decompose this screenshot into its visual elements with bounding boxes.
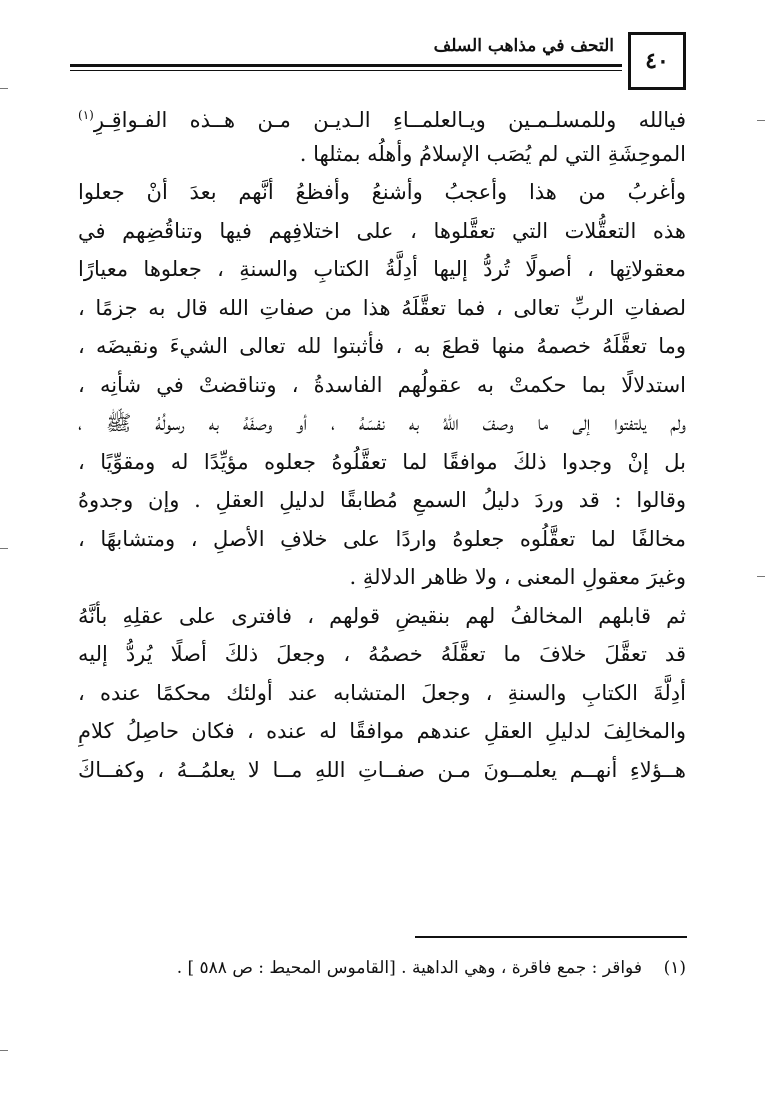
page-header — [70, 30, 688, 96]
text-line-16: أدِلَّةَ الكتابِ والسنةِ ، وجعلَ المتشابه عند أولئك محكمًا عنده ، — [78, 680, 686, 705]
footnote-marker: (١) — [663, 958, 686, 978]
margin-tick — [0, 1050, 8, 1051]
text-line-4: هذه التعقُّلات التي تعقَّلوها ، على اختلافِهم فيها وتناقُضِهم في — [78, 218, 686, 243]
text-line-8: استدلالًا بما حكمتْ به عقولُهم الفاسدةُ ، وتناقضتْ في شأنِه ، — [78, 372, 686, 397]
text-line-1-content: فيالله وللمسلـمـين ويـالعلمــاءِ الـديـن مـن هــذه الفـواقِـرِ — [93, 108, 686, 132]
header-rule-thick — [70, 64, 622, 67]
footnote-separator — [415, 936, 687, 938]
text-line-17: والمخالِفَ لدليلِ العقلِ عندهم موافقًا له عنده ، فكان حاصِلُ كلامِ — [78, 719, 686, 743]
margin-tick — [0, 88, 8, 89]
text-line-18: هــؤلاءِ أنهــم يعلمــونَ مـن صفــاتِ اللهِ مــا لا يعلمُــهُ ، وكفــاكَ — [78, 757, 686, 782]
text-line-6: لصفاتِ الربِّ تعالى ، فما تعقَّلَهُ هذا من صفاتِ الله قال به جزمًا ، — [78, 295, 686, 320]
text-line-7: وما تعقَّلَهُ خصمهُ منها قطعَ به ، فأثبتوا لله تعالى الشيءَ ونقيضَه ، — [78, 334, 686, 358]
text-line-12: مخالفًا لما تعقَّلُوه جعلوهُ واردًا على خلافِ الأصلِ ، ومتشابهًا ، — [78, 526, 686, 551]
margin-tick — [757, 576, 765, 577]
text-line-10: بل إنْ وجدوا ذلكَ موافقًا لما تعقَّلُوهُ جعلوه مؤيِّدًا له ومقوِّيًا ، — [78, 449, 686, 474]
header-rule-thin — [70, 70, 622, 71]
text-line-2: الموحِشَةِ التي لم يُصَب الإسلامُ وأهلُه بمثلها . — [299, 141, 686, 166]
footnote-reference: (١) — [78, 108, 94, 122]
margin-tick — [0, 548, 8, 549]
text-line-9: ولم يلتفتوا إلى ما وصفَ اللهُ به نفسَهُ ، أو وصفَهُ به رسولُهُ ﷺ ، — [78, 411, 686, 435]
running-title: التحف في مذاهب السلف — [433, 36, 614, 56]
footnote-text: فواقر : جمع فاقرة ، وهي الداهية . [القاموس المحيط : ص ٥٨٨ ] . — [176, 958, 642, 978]
text-line-3: وأغربُ من هذا وأعجبُ وأشنعُ وأفظعُ أنَّهم بعدَ أنْ جعلوا — [78, 180, 686, 204]
text-line-13: وغيرَ معقولِ المعنى ، ولا ظاهر الدلالةِ . — [349, 565, 686, 589]
text-line-14: ثم قابلهم المخالفُ لهم بنقيضِ قولهم ، فافترى على عقلِهِ بأنَّهُ — [78, 603, 686, 628]
text-line-15: قد تعقَّلَ خلافَ ما تعقَّلَهُ خصمُهُ ، وجعلَ ذلكَ أصلًا يُردُّ إليه — [78, 642, 686, 666]
text-line-5: معقولاتِها ، أصولًا تُردُّ إليها أدِلَّةُ الكتابِ والسنةِ ، جعلوها معيارًا — [78, 257, 686, 281]
margin-tick — [757, 120, 765, 121]
page-number: ٤٠ — [628, 32, 686, 90]
text-line-1 — [78, 96, 686, 135]
text-line-11: وقالوا : قد وردَ دليلُ السمعِ مُطابقًا لدليلِ العقلِ . وإن وجدوهُ — [78, 488, 686, 512]
footnote — [110, 958, 686, 978]
body-text — [78, 96, 686, 789]
